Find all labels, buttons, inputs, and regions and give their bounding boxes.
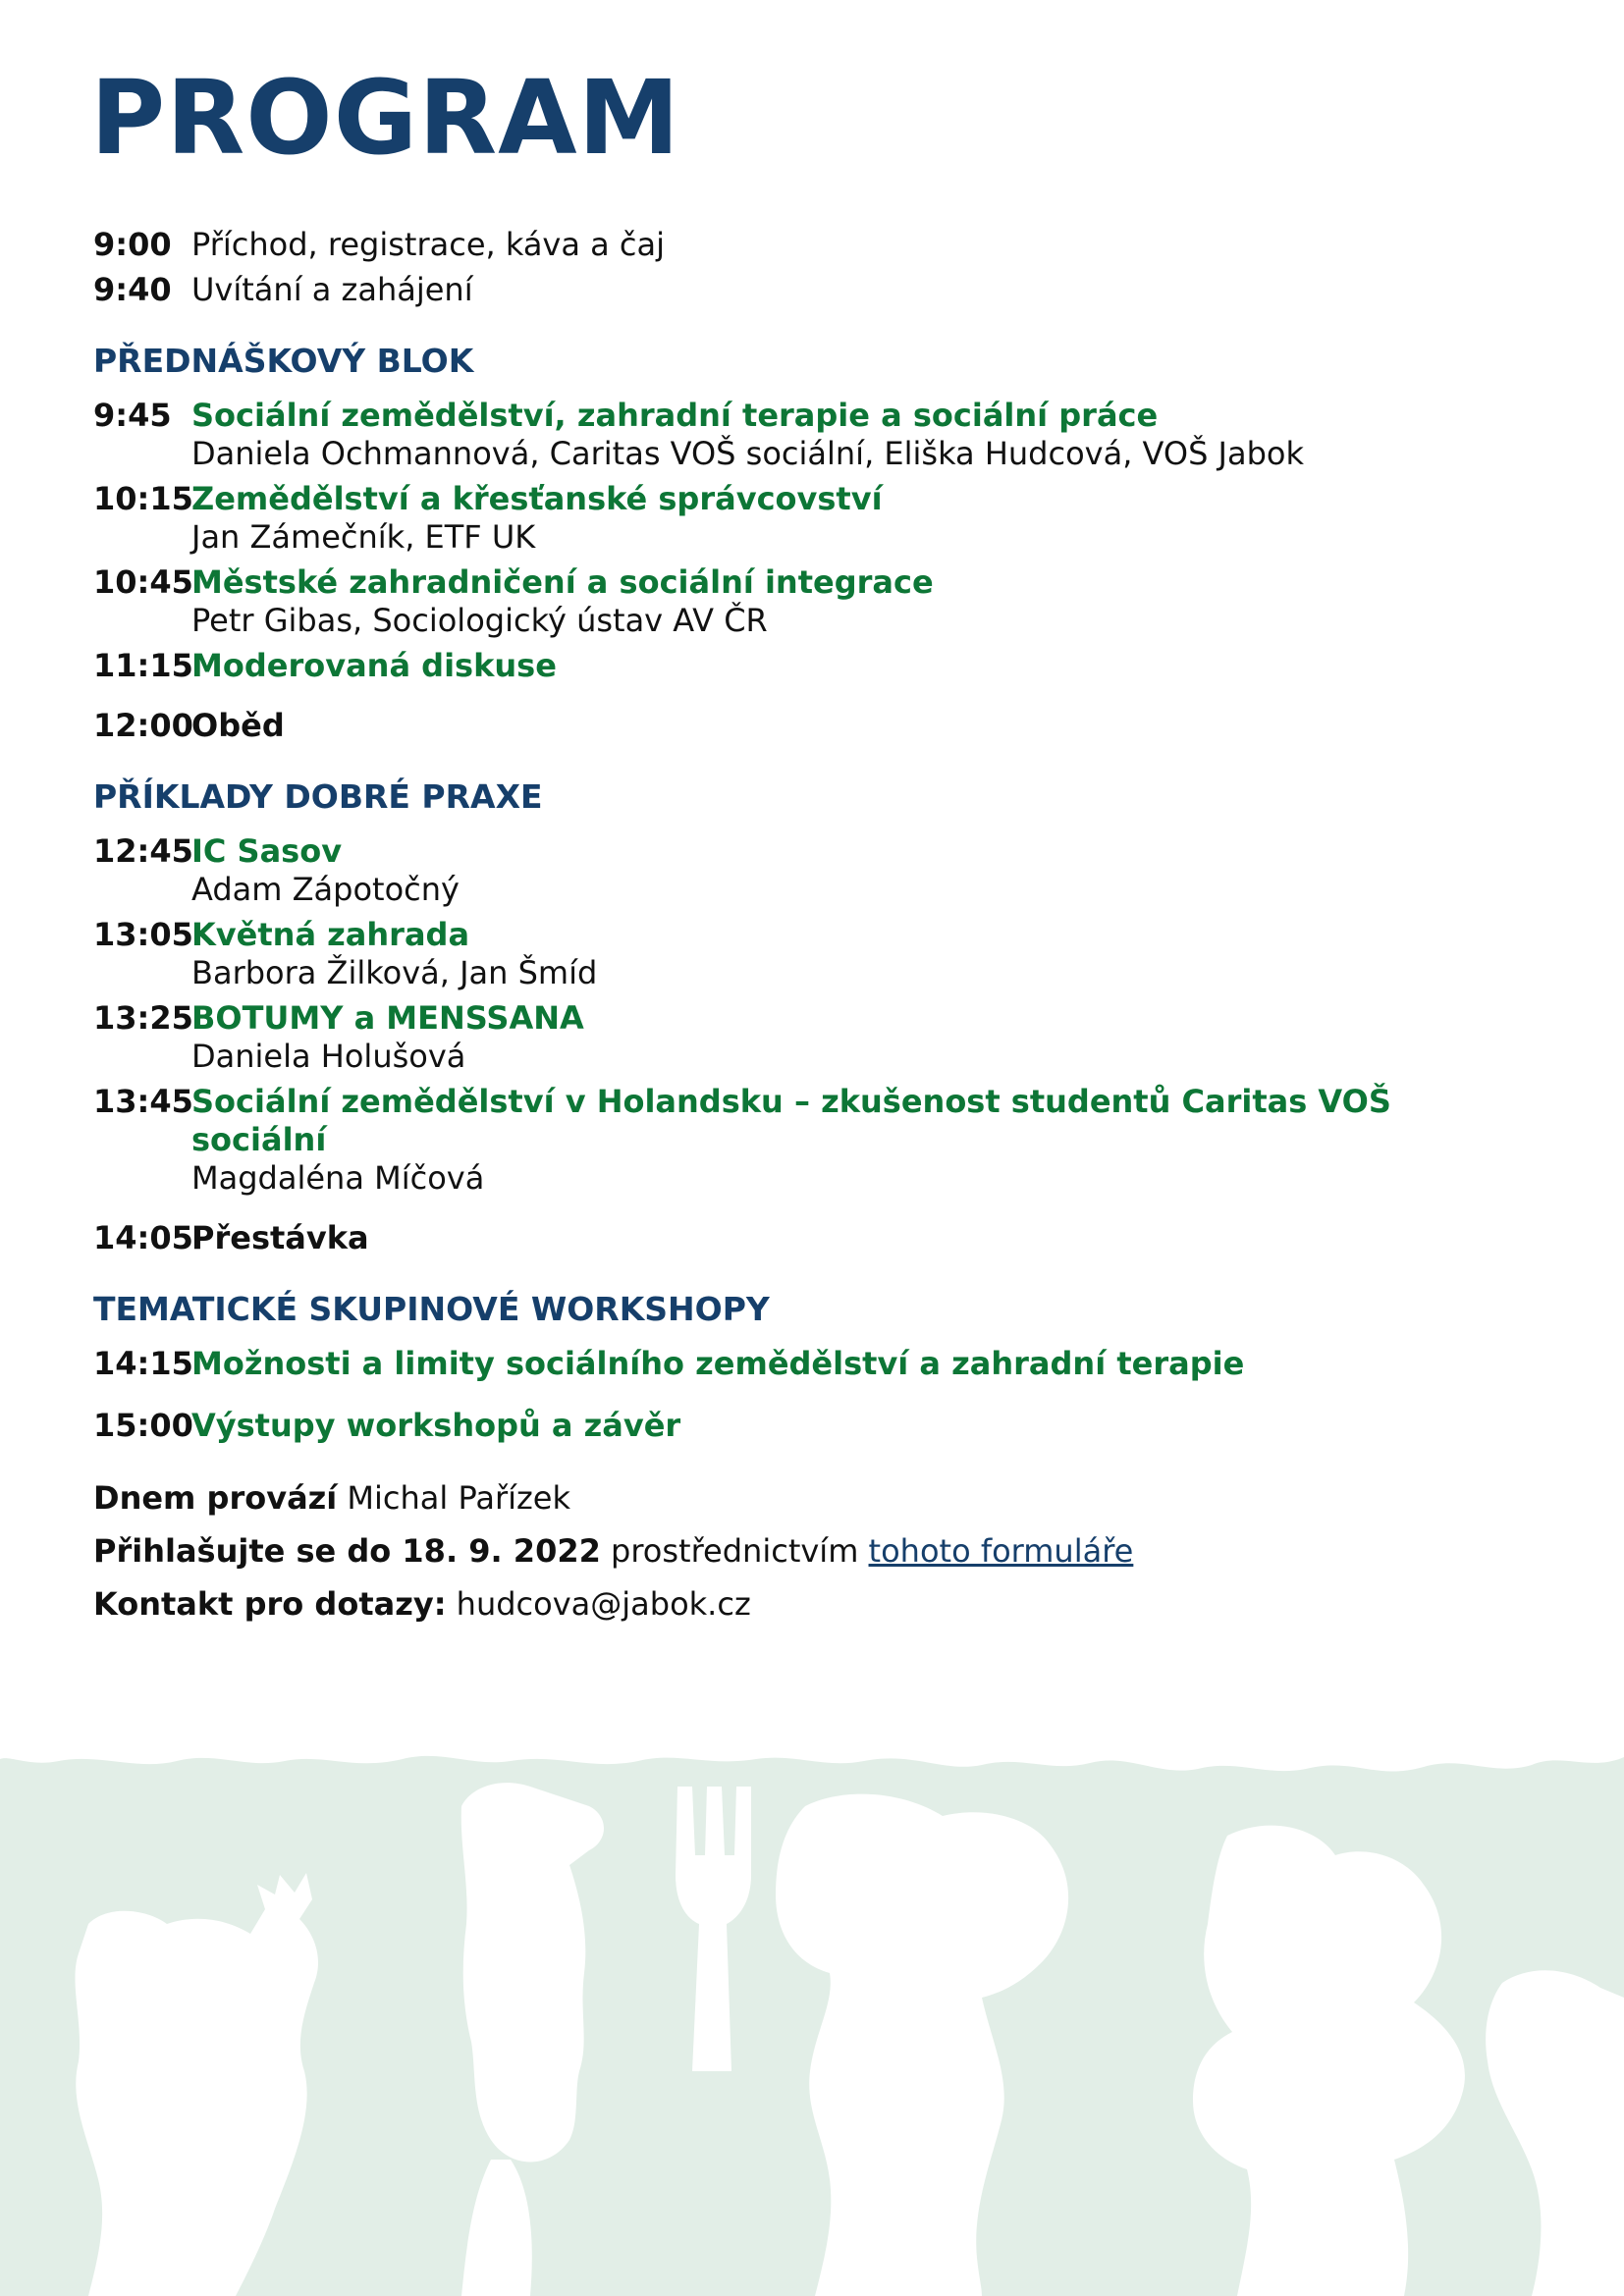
time-label: 10:15 bbox=[93, 480, 193, 517]
decorative-garden-silhouette bbox=[0, 1747, 1624, 2296]
talk-title: Moderovaná diskuse bbox=[191, 647, 557, 684]
section-heading-lectures: PŘEDNÁŠKOVÝ BLOK bbox=[93, 342, 474, 380]
talk-title: Výstupy workshopů a závěr bbox=[191, 1407, 681, 1444]
item-text: Uvítání a zahájení bbox=[191, 271, 473, 308]
speaker-text: Adam Zápotočný bbox=[191, 871, 460, 908]
speaker-text: Daniela Ochmannová, Caritas VOŠ sociální, Eliška Hudcová, VOŠ Jabok bbox=[191, 435, 1305, 472]
registration-form-link[interactable]: tohoto formuláře bbox=[868, 1532, 1134, 1570]
schedule-row bbox=[93, 832, 1527, 909]
registration-text: prostřednictvím bbox=[611, 1532, 859, 1570]
contact-label: Kontakt pro dotazy: bbox=[93, 1585, 447, 1623]
time-label: 10:45 bbox=[93, 563, 193, 601]
lunch-label: Oběd bbox=[191, 707, 285, 744]
time-label: 13:25 bbox=[93, 999, 193, 1037]
time-label: 9:40 bbox=[93, 271, 172, 308]
schedule-row bbox=[93, 1407, 1527, 1445]
time-label: 13:45 bbox=[93, 1083, 193, 1120]
page-title: PROGRAM bbox=[90, 58, 681, 178]
talk-title: Zemědělství a křesťanské správcovství bbox=[191, 480, 883, 517]
talk-title: Sociální zemědělství, zahradní terapie a sociální práce bbox=[191, 397, 1159, 434]
schedule-row bbox=[93, 916, 1527, 992]
talk-title: Městské zahradničení a sociální integrace bbox=[191, 563, 934, 601]
time-label: 15:00 bbox=[93, 1407, 193, 1444]
item-text: Příchod, registrace, káva a čaj bbox=[191, 226, 666, 263]
section-heading-workshops: TEMATICKÉ SKUPINOVÉ WORKSHOPY bbox=[93, 1290, 770, 1328]
schedule-row bbox=[93, 397, 1527, 473]
time-label: 14:05 bbox=[93, 1219, 193, 1256]
schedule-row bbox=[93, 226, 1527, 264]
time-label: 12:00 bbox=[93, 707, 193, 744]
schedule-row bbox=[93, 999, 1527, 1076]
moderator-name: Michal Pařízek bbox=[347, 1479, 570, 1517]
section-heading-good-practice: PŘÍKLADY DOBRÉ PRAXE bbox=[93, 777, 543, 816]
time-label: 11:15 bbox=[93, 647, 193, 684]
speaker-text: Daniela Holušová bbox=[191, 1038, 466, 1075]
talk-title: Sociální zemědělství v Holandsku – zkušenost studentů Caritas VOŠ sociální bbox=[191, 1083, 1391, 1158]
time-label: 12:45 bbox=[93, 832, 193, 870]
schedule-row bbox=[93, 647, 1527, 685]
schedule-row bbox=[93, 1083, 1527, 1198]
contact-line bbox=[93, 1584, 1527, 1624]
time-label: 9:00 bbox=[93, 226, 172, 263]
time-label: 9:45 bbox=[93, 397, 172, 434]
moderator-line bbox=[93, 1478, 1527, 1518]
speaker-text: Jan Zámečník, ETF UK bbox=[191, 518, 536, 556]
schedule-row bbox=[93, 271, 1527, 309]
schedule-row bbox=[93, 480, 1527, 557]
program-content bbox=[93, 226, 1527, 1624]
talk-title: BOTUMY a MENSSANA bbox=[191, 999, 584, 1037]
speaker-text: Magdaléna Míčová bbox=[191, 1159, 485, 1197]
talk-title: Květná zahrada bbox=[191, 916, 470, 953]
talk-title: Možnosti a limity sociálního zemědělství a zahradní terapie bbox=[191, 1345, 1245, 1382]
time-label: 14:15 bbox=[93, 1345, 193, 1382]
break-label: Přestávka bbox=[191, 1219, 369, 1256]
speaker-text: Petr Gibas, Sociologický ústav AV ČR bbox=[191, 602, 768, 639]
registration-label: Přihlašujte se do 18. 9. 2022 bbox=[93, 1532, 601, 1570]
time-label: 13:05 bbox=[93, 916, 193, 953]
talk-title: IC Sasov bbox=[191, 832, 343, 870]
registration-line bbox=[93, 1531, 1527, 1571]
contact-email: hudcova@jabok.cz bbox=[456, 1585, 751, 1623]
schedule-row bbox=[93, 563, 1527, 640]
schedule-row-lunch bbox=[93, 707, 1527, 745]
schedule-row-break bbox=[93, 1219, 1527, 1257]
schedule-row bbox=[93, 1345, 1527, 1383]
speaker-text: Barbora Žilková, Jan Šmíd bbox=[191, 954, 598, 991]
moderator-label: Dnem provází bbox=[93, 1479, 338, 1517]
